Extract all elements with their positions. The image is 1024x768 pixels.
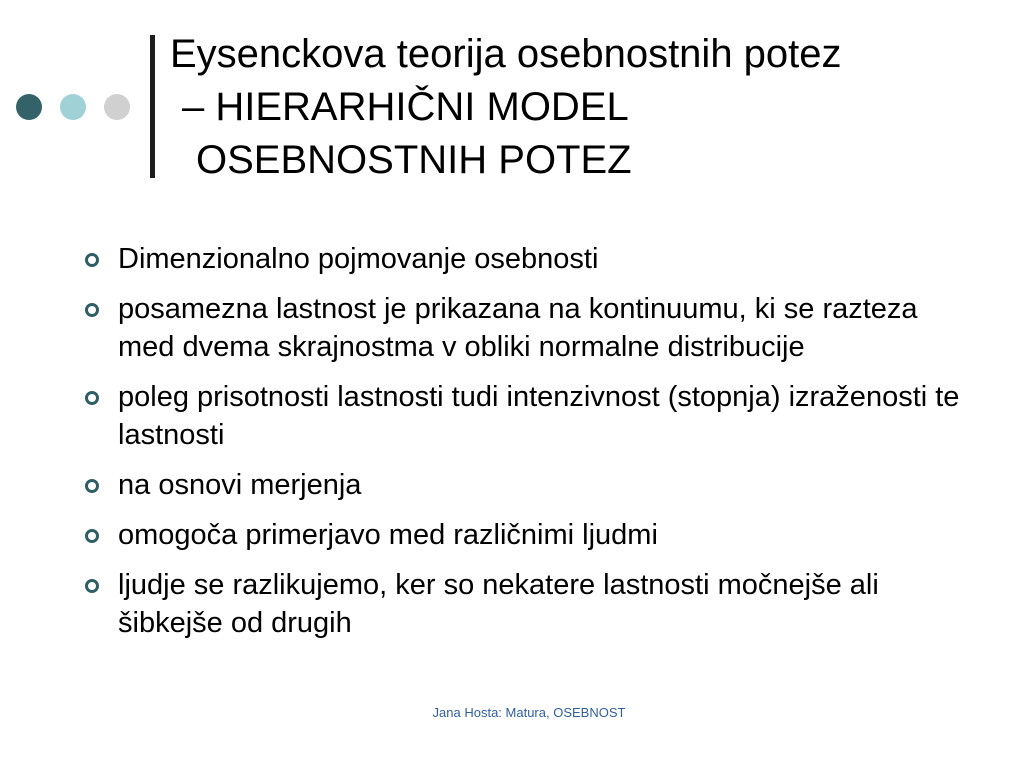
ring-bullet-icon <box>85 479 99 493</box>
bullet-item <box>80 290 980 366</box>
title-line-3: OSEBNOSTNIH POTEZ <box>196 138 632 182</box>
bullet-item <box>80 240 980 278</box>
bullet-text: ljudje se razlikujemo, ker so nekatere lastnosti močnejše ali šibkejše od drugih <box>118 569 879 639</box>
dot-mid-icon <box>60 94 86 120</box>
dot-dark-icon <box>16 94 42 120</box>
bullet-item <box>80 566 980 642</box>
bullet-text: posamezna lastnost je prikazana na kontinuumu, ki se razteza med dvema skrajnostma v obliki normalne distribucije <box>118 293 918 363</box>
slide-title <box>170 28 1000 187</box>
bullet-item <box>80 378 980 454</box>
bullet-text: na osnovi merjenja <box>118 469 362 501</box>
ring-bullet-icon <box>85 529 99 543</box>
bullet-item <box>80 466 980 504</box>
bullet-item <box>80 516 980 554</box>
slide-footer: Jana Hosta: Matura, OSEBNOST <box>432 705 626 720</box>
bullet-text: poleg prisotnosti lastnosti tudi intenzivnost (stopnja) izraženosti te lastnosti <box>118 381 960 451</box>
title-line-2: – HIERARHIČNI MODEL <box>182 85 629 129</box>
bullet-text: Dimenzionalno pojmovanje osebnosti <box>118 243 599 275</box>
ring-bullet-icon <box>85 391 99 405</box>
ring-bullet-icon <box>85 303 99 317</box>
dot-light-icon <box>104 94 130 120</box>
title-divider <box>150 35 155 178</box>
ring-bullet-icon <box>85 579 99 593</box>
decorative-dots <box>16 93 148 121</box>
title-line-1: Eysenckova teorija osebnostnih potez <box>170 32 842 76</box>
bullet-text: omogoča primerjavo med različnimi ljudmi <box>118 519 658 551</box>
bullet-list <box>80 240 980 654</box>
ring-bullet-icon <box>85 253 99 267</box>
